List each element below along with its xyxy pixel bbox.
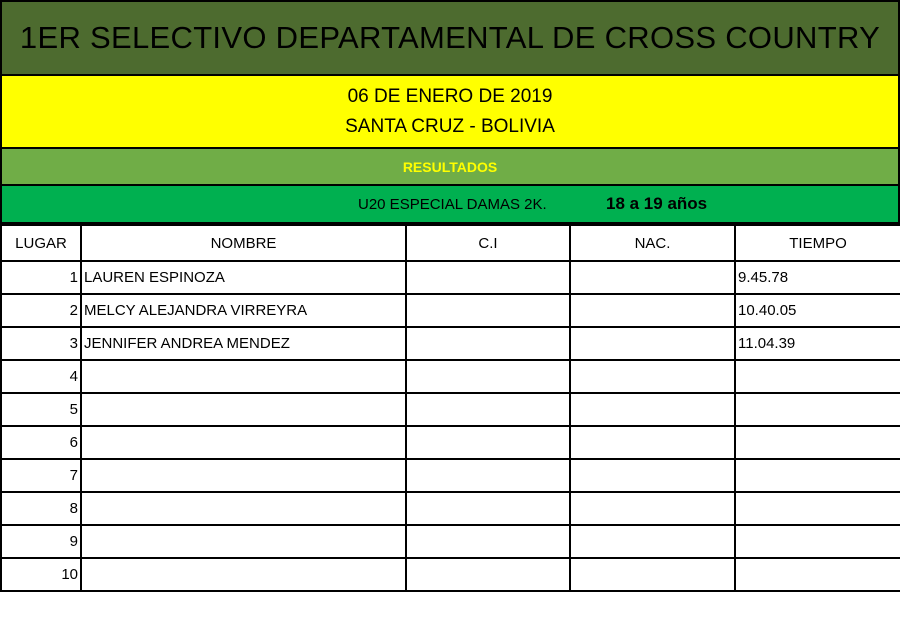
ci-cell bbox=[406, 261, 570, 294]
nac-cell bbox=[570, 261, 735, 294]
header-nac: NAC. bbox=[570, 225, 735, 261]
tiempo-cell bbox=[735, 426, 900, 459]
header-tiempo: TIEMPO bbox=[735, 225, 900, 261]
nombre-cell bbox=[81, 360, 406, 393]
nombre-cell: MELCY ALEJANDRA VIRREYRA bbox=[81, 294, 406, 327]
nac-cell bbox=[570, 426, 735, 459]
ci-cell bbox=[406, 360, 570, 393]
date-band bbox=[0, 76, 900, 149]
lugar-cell: 1 bbox=[1, 261, 81, 294]
nac-cell bbox=[570, 492, 735, 525]
lugar-cell: 2 bbox=[1, 294, 81, 327]
lugar-cell: 8 bbox=[1, 492, 81, 525]
category-band bbox=[0, 186, 900, 224]
table-row bbox=[1, 360, 900, 393]
nombre-cell bbox=[81, 426, 406, 459]
header-ci: C.I bbox=[406, 225, 570, 261]
title-band bbox=[0, 0, 900, 76]
nombre-cell bbox=[81, 393, 406, 426]
table-row bbox=[1, 261, 900, 294]
event-date: 06 DE ENERO DE 2019 bbox=[347, 86, 553, 107]
nombre-cell bbox=[81, 459, 406, 492]
ci-cell bbox=[406, 558, 570, 591]
tiempo-cell: 10.40.05 bbox=[735, 294, 900, 327]
nac-cell bbox=[570, 558, 735, 591]
nombre-cell: LAUREN ESPINOZA bbox=[81, 261, 406, 294]
nombre-cell bbox=[81, 558, 406, 591]
ci-cell bbox=[406, 393, 570, 426]
table-row bbox=[1, 492, 900, 525]
nombre-cell bbox=[81, 492, 406, 525]
tiempo-cell bbox=[735, 459, 900, 492]
table-row bbox=[1, 393, 900, 426]
lugar-cell: 4 bbox=[1, 360, 81, 393]
header-row bbox=[1, 225, 900, 261]
lugar-cell: 6 bbox=[1, 426, 81, 459]
tiempo-cell bbox=[735, 393, 900, 426]
table-row bbox=[1, 327, 900, 360]
header-lugar: LUGAR bbox=[1, 225, 81, 261]
nac-cell bbox=[570, 360, 735, 393]
lugar-cell: 3 bbox=[1, 327, 81, 360]
results-band bbox=[0, 149, 900, 186]
table-row bbox=[1, 558, 900, 591]
age-range-label: 18 a 19 años bbox=[606, 194, 708, 213]
nac-cell bbox=[570, 393, 735, 426]
results-table bbox=[0, 224, 900, 592]
nac-cell bbox=[570, 294, 735, 327]
header-nombre: NOMBRE bbox=[81, 225, 406, 261]
nac-cell bbox=[570, 327, 735, 360]
nac-cell bbox=[570, 459, 735, 492]
lugar-cell: 7 bbox=[1, 459, 81, 492]
tiempo-cell bbox=[735, 360, 900, 393]
tiempo-cell: 11.04.39 bbox=[735, 327, 900, 360]
event-location: SANTA CRUZ - BOLIVIA bbox=[345, 116, 555, 137]
table-row bbox=[1, 426, 900, 459]
category-label: U20 ESPECIAL DAMAS 2K. bbox=[358, 196, 547, 213]
ci-cell bbox=[406, 492, 570, 525]
lugar-cell: 10 bbox=[1, 558, 81, 591]
lugar-cell: 9 bbox=[1, 525, 81, 558]
tiempo-cell bbox=[735, 525, 900, 558]
tiempo-cell bbox=[735, 492, 900, 525]
ci-cell bbox=[406, 294, 570, 327]
page-title: 1ER SELECTIVO DEPARTAMENTAL DE CROSS COUNTRY bbox=[19, 20, 881, 55]
lugar-cell: 5 bbox=[1, 393, 81, 426]
results-heading: RESULTADOS bbox=[402, 158, 498, 175]
nac-cell bbox=[570, 525, 735, 558]
tiempo-cell bbox=[735, 558, 900, 591]
ci-cell bbox=[406, 426, 570, 459]
table-row bbox=[1, 294, 900, 327]
nombre-cell bbox=[81, 525, 406, 558]
ci-cell bbox=[406, 525, 570, 558]
table-row bbox=[1, 459, 900, 492]
nombre-cell: JENNIFER ANDREA MENDEZ bbox=[81, 327, 406, 360]
tiempo-cell: 9.45.78 bbox=[735, 261, 900, 294]
ci-cell bbox=[406, 327, 570, 360]
ci-cell bbox=[406, 459, 570, 492]
table-row bbox=[1, 525, 900, 558]
